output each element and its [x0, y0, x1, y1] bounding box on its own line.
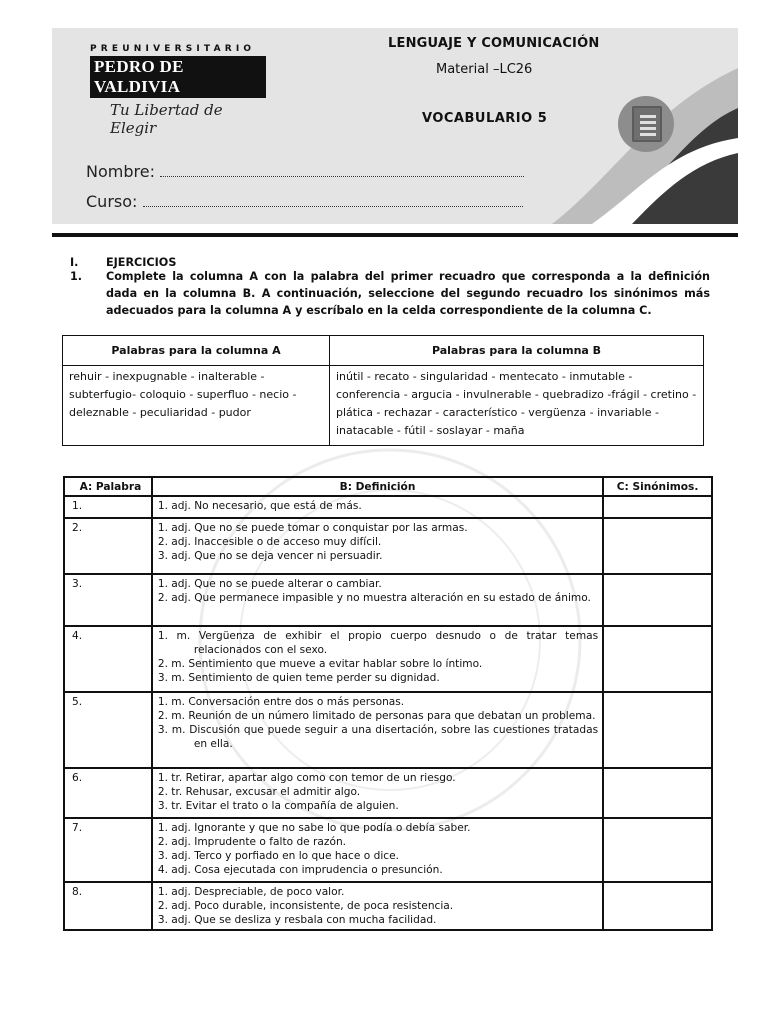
table-row	[64, 518, 712, 574]
definition-line: 3. adj. Terco y porfiado en lo que hace o dice.	[157, 850, 399, 862]
definition-line: 2. m. Reunión de un número limitado de personas para que debatan un problema.	[157, 710, 596, 722]
synonyms-answer-cell[interactable]	[603, 626, 712, 692]
definition-line: 2. adj. Inaccesible o de acceso muy difícil.	[157, 536, 382, 548]
definition-line: 1. adj. No necesario, que está de más.	[157, 500, 362, 512]
definition-line: 1. m. Vergüenza de exhibir el propio cuerpo desnudo o de tratar temas relacionados con el sexo.	[157, 630, 599, 656]
definition-line: 1. adj. Despreciable, de poco valor.	[157, 886, 345, 898]
synonyms-answer-cell[interactable]	[603, 768, 712, 818]
definition-cell	[152, 692, 603, 768]
course-dotted-line[interactable]	[143, 195, 523, 207]
synonyms-answer-cell[interactable]	[603, 574, 712, 626]
definition-line: 2. tr. Rehusar, excusar el admitir algo.	[157, 786, 361, 798]
column-header-b: B: Definición	[152, 477, 603, 496]
table-row	[64, 818, 712, 882]
name-dotted-line[interactable]	[160, 165, 524, 177]
instruction-block	[70, 268, 710, 319]
word-bank-header-a: Palabras para la columna A	[63, 336, 330, 366]
column-header-a: A: Palabra	[64, 477, 152, 496]
section-title: EJERCICIOS	[106, 256, 177, 269]
definition-cell	[152, 818, 603, 882]
word-bank-list-b: inútil - recato - singularidad - mentecato - inmutable - conferencia - argucia - invulnerable - quebradizo -frágil - cretino - plática - rechazar - característico - vergüenza - invariable - inatacable - fútil - soslayar - maña	[330, 366, 704, 446]
table-row	[64, 626, 712, 692]
definition-line: 4. adj. Cosa ejecutada con imprudencia o presunción.	[157, 864, 443, 876]
definition-line: 1. adj. Ignorante y que no sabe lo que podía o debía saber.	[157, 822, 471, 834]
definition-line: 1. adj. Que no se puede alterar o cambiar.	[157, 578, 382, 590]
page-title: VOCABULARIO 5	[422, 111, 548, 126]
table-row	[64, 496, 712, 518]
definition-line: 1. m. Conversación entre dos o más personas.	[157, 696, 405, 708]
definition-line: 3. m. Sentimiento de quien teme perder su dignidad.	[157, 672, 440, 684]
definition-line: 2. adj. Poco durable, inconsistente, de poca resistencia.	[157, 900, 454, 912]
word-bank-table	[62, 335, 704, 446]
definition-cell	[152, 574, 603, 626]
section-roman: I.	[70, 256, 79, 269]
table-row	[64, 768, 712, 818]
definition-line: 2. adj. Que permanece impasible y no muestra alteración en su estado de ánimo.	[157, 592, 591, 604]
logo-top-text: PREUNIVERSITARIO	[90, 44, 256, 54]
name-label: Nombre:	[86, 162, 155, 181]
definitions-table	[63, 476, 713, 931]
definition-line: 1. tr. Retirar, apartar algo como con temor de un riesgo.	[157, 772, 456, 784]
synonyms-answer-cell[interactable]	[603, 882, 712, 930]
definition-line: 3. m. Discusión que puede seguir a una disertación, sobre las cuestiones tratadas en ella.	[157, 724, 599, 750]
definitions-table-body	[64, 496, 712, 930]
table-row	[64, 882, 712, 930]
item-number: 1.	[70, 270, 83, 283]
synonyms-answer-cell[interactable]	[603, 496, 712, 518]
course-field[interactable]	[86, 192, 523, 211]
definition-line: 1. adj. Que no se puede tomar o conquistar por las armas.	[157, 522, 468, 534]
notebook-icon	[618, 96, 674, 152]
definition-line: 2. m. Sentimiento que mueve a evitar hablar sobre lo íntimo.	[157, 658, 483, 670]
row-number[interactable]: 8.	[64, 882, 152, 930]
definition-line: 3. tr. Evitar el trato o la compañía de alguien.	[157, 800, 399, 812]
table-row	[64, 692, 712, 768]
column-header-c: C: Sinónimos.	[603, 477, 712, 496]
synonyms-answer-cell[interactable]	[603, 818, 712, 882]
definition-cell	[152, 518, 603, 574]
definition-cell	[152, 626, 603, 692]
definition-line: 3. adj. Que no se deja vencer ni persuadir.	[157, 550, 383, 562]
material-code: Material –LC26	[436, 62, 533, 77]
definition-cell	[152, 882, 603, 930]
definition-line: 2. adj. Imprudente o falto de razón.	[157, 836, 347, 848]
row-number[interactable]: 3.	[64, 574, 152, 626]
synonyms-answer-cell[interactable]	[603, 518, 712, 574]
row-number[interactable]: 5.	[64, 692, 152, 768]
word-bank-header-b: Palabras para la columna B	[330, 336, 704, 366]
subject-title: LENGUAJE Y COMUNICACIÓN	[388, 36, 600, 51]
logo-slogan: Tu Libertad de Elegir	[110, 101, 223, 137]
header-divider	[52, 233, 738, 237]
name-field[interactable]	[86, 162, 524, 181]
row-number[interactable]: 6.	[64, 768, 152, 818]
row-number[interactable]: 1.	[64, 496, 152, 518]
row-number[interactable]: 4.	[64, 626, 152, 692]
synonyms-answer-cell[interactable]	[603, 692, 712, 768]
document-header	[52, 28, 738, 224]
row-number[interactable]: 7.	[64, 818, 152, 882]
instruction-text: Complete la columna A con la palabra del primer recuadro que corresponda a la definición dada en la columna B. A continuación, seleccione del segundo recuadro los sinónimos más adecuados para la columna A y escríbalo en la celda correspondiente de la columna C.	[106, 270, 710, 317]
definition-cell	[152, 768, 603, 818]
definition-line: 3. adj. Que se desliza y resbala con mucha facilidad.	[157, 914, 437, 926]
institution-logo	[90, 44, 270, 137]
logo-name: PEDRO DE VALDIVIA	[90, 56, 266, 98]
table-row	[64, 574, 712, 626]
word-bank-list-a: rehuir - inexpugnable - inalterable - subterfugio- coloquio - superfluo - necio - deleznable - peculiaridad - pudor	[63, 366, 330, 446]
course-label: Curso:	[86, 192, 138, 211]
row-number[interactable]: 2.	[64, 518, 152, 574]
definition-cell	[152, 496, 603, 518]
